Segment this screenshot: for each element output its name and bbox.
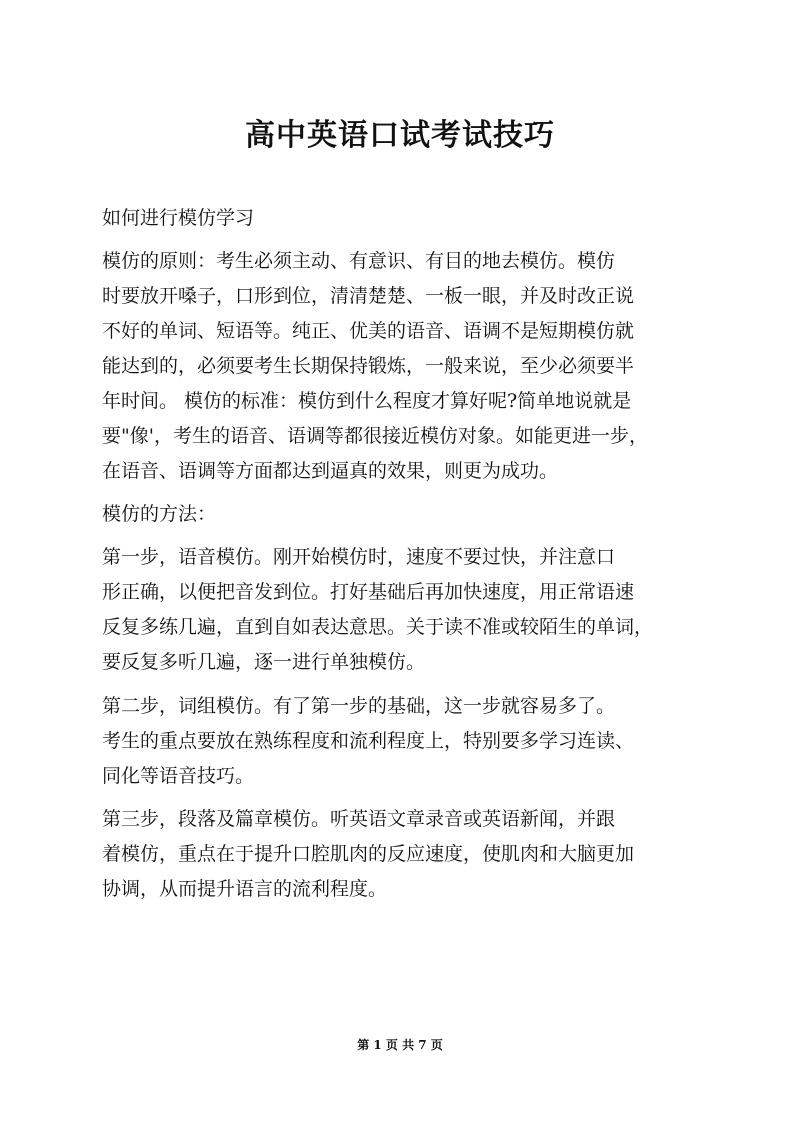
body-line: 在语音、语调等方面都达到逼真的效果，则更为成功。 — [102, 460, 559, 482]
body-line: 要反复多听几遍，逐一进行单独模仿。 — [102, 651, 426, 673]
body-line: 同化等语音技巧。 — [102, 765, 255, 787]
body-line: 要"像'，考生的语音、语调等都很接近模仿对象。如能更进一步， — [102, 425, 648, 447]
body-line: 年时间。 模仿的标准：模仿到什么程度才算好呢?简单地说就是 — [102, 390, 632, 412]
body-line: 能达到的，必须要考生长期保持锻炼，一般来说，至少必须要半 — [102, 355, 635, 377]
body-line: 反复多练几遍，直到自如表达意思。关于读不准或较陌生的单词， — [102, 616, 654, 638]
body-line: 第三步，段落及篇章模仿。听英语文章录音或英语新闻，并跟 — [102, 808, 616, 830]
body-line: 第一步，语音模仿。刚开始模仿时，速度不要过快，并注意口 — [102, 546, 616, 568]
body-line: 第二步，词组模仿。有了第一步的基础，这一步就容易多了。 — [102, 695, 616, 717]
body-line: 模仿的原则：考生必须主动、有意识、有目的地去模仿。模仿 — [102, 250, 616, 272]
body-line: 形正确，以便把音发到位。打好基础后再加快速度，用正常语速 — [102, 581, 635, 603]
page-footer: 第 1 页 共 7 页 — [357, 1038, 443, 1052]
body-line: 协调，从而提升语言的流利程度。 — [102, 878, 388, 900]
body-line: 着模仿，重点在于提升口腔肌肉的反应速度，使肌肉和大脑更加 — [102, 843, 635, 865]
body-line: 如何进行模仿学习 — [102, 207, 255, 229]
body-line: 时要放开嗓子，口形到位，清清楚楚、一板一眼，并及时改正说 — [102, 285, 635, 307]
document-title: 高中英语口试考试技巧 — [245, 118, 555, 153]
body-line: 不好的单词、短语等。纯正、优美的语音、语调不是短期模仿就 — [102, 320, 635, 342]
body-line: 考生的重点要放在熟练程度和流利程度上，特别要多学习连读、 — [102, 730, 635, 752]
body-line: 模仿的方法： — [102, 503, 217, 525]
